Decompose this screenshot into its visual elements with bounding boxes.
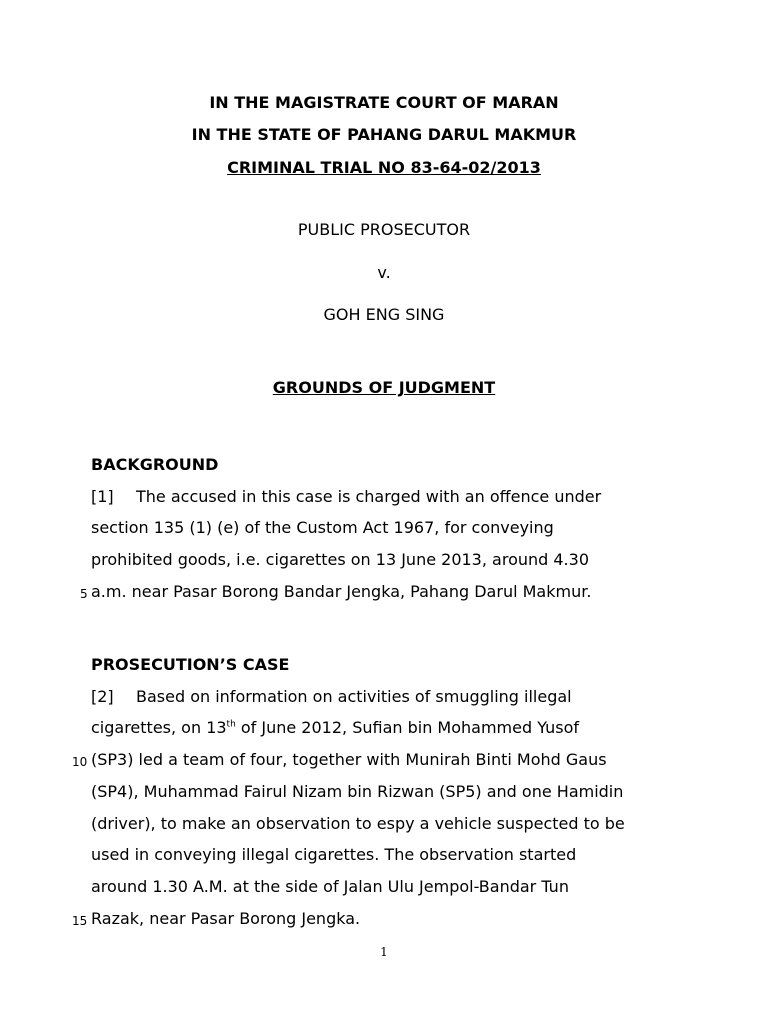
paragraph-1-line: section 135 (1) (e) of the Custom Act 1967, for conveying (91, 518, 554, 537)
paragraph-number: [2] (91, 687, 114, 706)
document-title: GROUNDS OF JUDGMENT (272, 378, 496, 397)
section-heading-background: BACKGROUND (91, 455, 219, 474)
paragraph-1-line: prohibited goods, i.e. cigarettes on 13 June 2013, around 4.30 (91, 550, 589, 569)
paragraph-2-line: (driver), to make an observation to espy a vehicle suspected to be (91, 814, 625, 833)
court-name: IN THE MAGISTRATE COURT OF MARAN (209, 93, 559, 112)
paragraph-2-line: (SP4), Muhammad Fairul Nizam bin Rizwan (SP5) and one Hamidin (91, 782, 624, 801)
ordinal-suffix: th (226, 719, 236, 730)
court-state: IN THE STATE OF PAHANG DARUL MAKMUR (191, 125, 577, 144)
paragraph-number: [1] (91, 487, 114, 506)
page-number: 1 (380, 945, 388, 959)
paragraph-1-line (91, 487, 601, 507)
paragraph-2-line: (SP3) led a team of four, together with Munirah Binti Mohd Gaus (91, 750, 607, 769)
paragraph-text: of June 2012, Sufian bin Mohammed Yusof (235, 718, 580, 737)
paragraph-2-line (91, 718, 579, 738)
paragraph-2-line: Razak, near Pasar Borong Jengka. (91, 909, 361, 928)
paragraph-2-line (91, 687, 572, 707)
prosecutor-party: PUBLIC PROSECUTOR (297, 220, 471, 239)
paragraph-1-line: a.m. near Pasar Borong Bandar Jengka, Pahang Darul Makmur. (91, 582, 592, 601)
line-number: 15 (72, 914, 88, 928)
paragraph-2-line: around 1.30 A.M. at the side of Jalan Ulu Jempol-Bandar Tun (91, 877, 569, 896)
paragraph-text: cigarettes, on 13 (91, 718, 227, 737)
line-number: 10 (72, 755, 88, 769)
paragraph-text: Based on information on activities of smuggling illegal (136, 687, 572, 706)
versus-label: v. (377, 263, 391, 282)
accused-party: GOH ENG SING (323, 305, 445, 324)
paragraph-text: The accused in this case is charged with an offence under (136, 487, 602, 506)
case-number: CRIMINAL TRIAL NO 83-64-02/2013 (227, 158, 541, 177)
section-heading-prosecution: PROSECUTION’S CASE (91, 655, 290, 674)
line-number: 5 (80, 587, 88, 601)
paragraph-2-line: used in conveying illegal cigarettes. The observation started (91, 845, 577, 864)
